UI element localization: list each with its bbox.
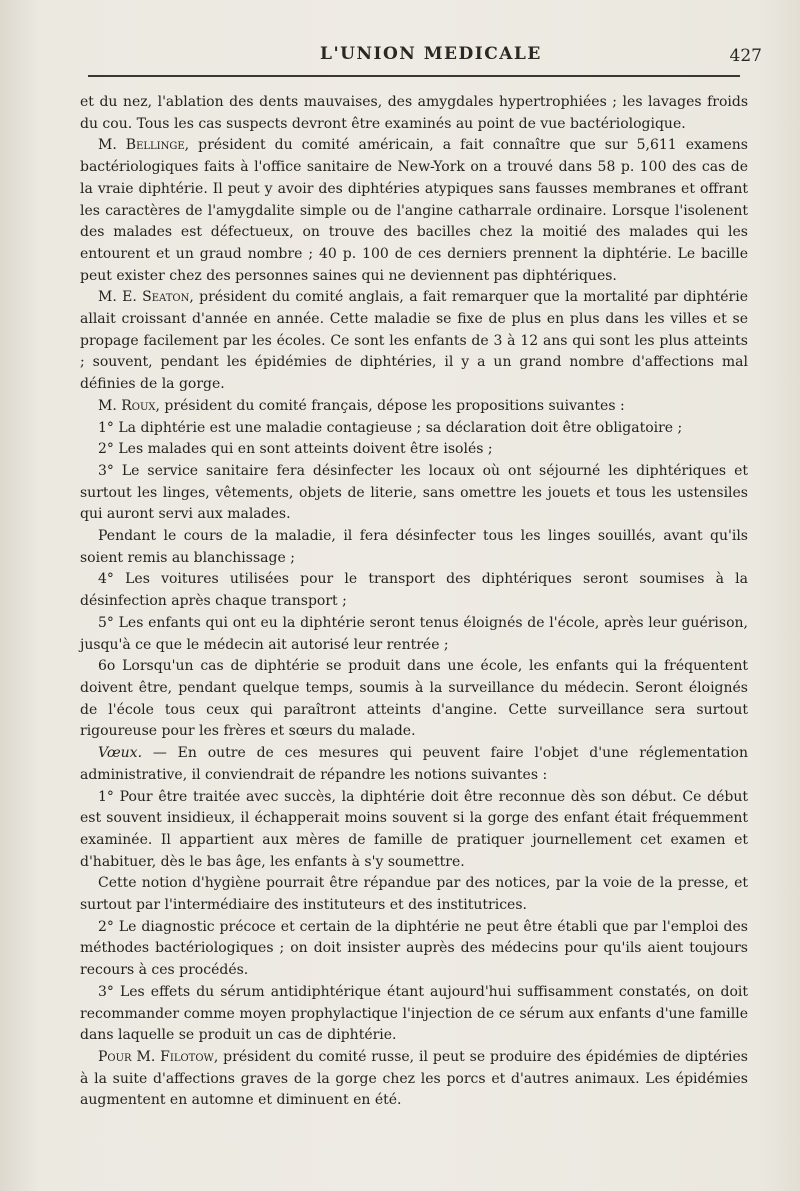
- paragraph: Cette notion d'hygiène pourrait être répandue par des notices, par la voie de la presse, et surtout par l'intermédiaire des instituteurs et des institutrices.: [80, 875, 748, 914]
- speaker-name: M. Roux,: [98, 397, 160, 414]
- paragraph: Pendant le cours de la maladie, il fera désinfecter tous les linges souillés, avant qu'ils soient remis au blanchissage ;: [80, 528, 748, 566]
- header-rule: [88, 75, 740, 77]
- page-number: 427: [729, 46, 762, 66]
- numbered-item: 4° Les voitures utilisées pour le transport des diphtériques seront soumises à la désinfection après chaque transport ;: [80, 571, 748, 610]
- paragraph: M. Bellinge, président du comité américain, a fait connaître que sur 5,611 examens bactériologiques faits à l'office sanitaire de New-York on a trouvé dans 58 p. 100 des cas de la vraie diphtérie. Il peut y avoir des diphtéries atypiques sans fausses membranes et offrant les caractères de l'amygdalite simple ou de l'angine catharrale ordinaire. Lorsque l'isolenent des malades est défectueux, on trouve des bacilles chez la moitié des malades qui les entourent et un graud nombre ; 40 p. 100 de ces derniers prennent la diphtérie. Le bacille peut exister chez des personnes saines qui ne deviennent pas diphtériques.: [80, 137, 748, 284]
- journal-title: L'UNION MEDICALE: [320, 44, 542, 64]
- section-lead: Vœux.: [98, 745, 143, 762]
- speaker-name: Pour M. Filotow,: [98, 1048, 219, 1065]
- running-head: [0, 44, 800, 74]
- numbered-item: 6o Lorsqu'un cas de diphtérie se produit dans une école, les enfants qui la fréquentent doivent être, pendant quelque temps, soumis à la surveillance du médecin. Seront éloignés de l'école tous ceux qui paraîtront atteints d'angine. Cette surveillance sera surtout rigoureuse pour les frères et sœurs du malade.: [80, 658, 748, 740]
- paragraph: M. Roux, président du comité français, dépose les propositions suivantes :: [98, 397, 625, 414]
- paragraph: et du nez, l'ablation des dents mauvaises, des amygdales hypertrophiées ; les lavages froids du cou. Tous les cas suspects devront être examinés au point de vue bactériologique.: [80, 94, 748, 132]
- numbered-item: 3° Le service sanitaire fera désinfecter les locaux où ont séjourné les diphtériques et surtout les linges, vêtements, objets de literie, sans omettre les jouets et tous les ustensiles qui auront servi aux malades.: [80, 462, 748, 523]
- numbered-item: 3° Les effets du sérum antidiphtérique étant aujourd'hui suffisamment constatés, on doit recommander comme moyen prophylactique l'injection de ce sérum aux enfants d'une famille dans laquelle se produit un cas de diphtérie.: [80, 983, 748, 1044]
- paragraph: Vœux. — En outre de ces mesures qui peuvent faire l'objet d'une réglementation administrative, il conviendrait de répandre les notions suivantes :: [80, 745, 748, 783]
- numbered-item: 2° Le diagnostic précoce et certain de la diphtérie ne peut être établi que par l'emploi des méthodes bactériologiques ; on doit insister auprès des médecins pour qu'ils aient toujours recours à ces procédés.: [80, 918, 748, 979]
- numbered-item: 1° La diphtérie est une maladie contagieuse ; sa déclaration doit être obligatoire ;: [98, 419, 683, 436]
- speaker-name: M. E. Seaton,: [98, 289, 194, 306]
- numbered-item: 1° Pour être traitée avec succès, la diphtérie doit être reconnue dès son début. Ce début est souvent insidieux, il échapperait moins souvent si la gorge des enfant était fréquemment examinée. Il appartient aux mères de famille de pratiquer journellement cet examen et d'habituer, dès le bas âge, les enfants à s'y soumettre.: [80, 788, 748, 870]
- paragraph: M. E. Seaton, président du comité anglais, a fait remarquer que la mortalité par diphtérie allait croissant d'année en année. Cette maladie se fixe de plus en plus dans les villes et se propage facilement par les écoles. Ce sont les enfants de 3 à 12 ans qui sont les plus atteints ; souvent, pendant les épidémies de diphtéries, il y a un grand nombre d'affections mal définies de la gorge.: [80, 289, 748, 393]
- numbered-item: 2° Les malades qui en sont atteints doivent être isolés ;: [98, 441, 493, 458]
- numbered-item: 5° Les enfants qui ont eu la diphtérie seront tenus éloignés de l'école, après leur guérison, jusqu'à ce que le médecin ait autorisé leur rentrée ;: [80, 614, 748, 653]
- paragraph: Pour M. Filotow, président du comité russe, il peut se produire des épidémies de diptéries à la suite d'affections graves de la gorge chez les porcs et d'autres animaux. Les épidémies augmentent en automne et diminuent en été.: [80, 1048, 748, 1109]
- speaker-name: M. Bellinge,: [98, 137, 190, 154]
- body-text: [80, 92, 748, 1112]
